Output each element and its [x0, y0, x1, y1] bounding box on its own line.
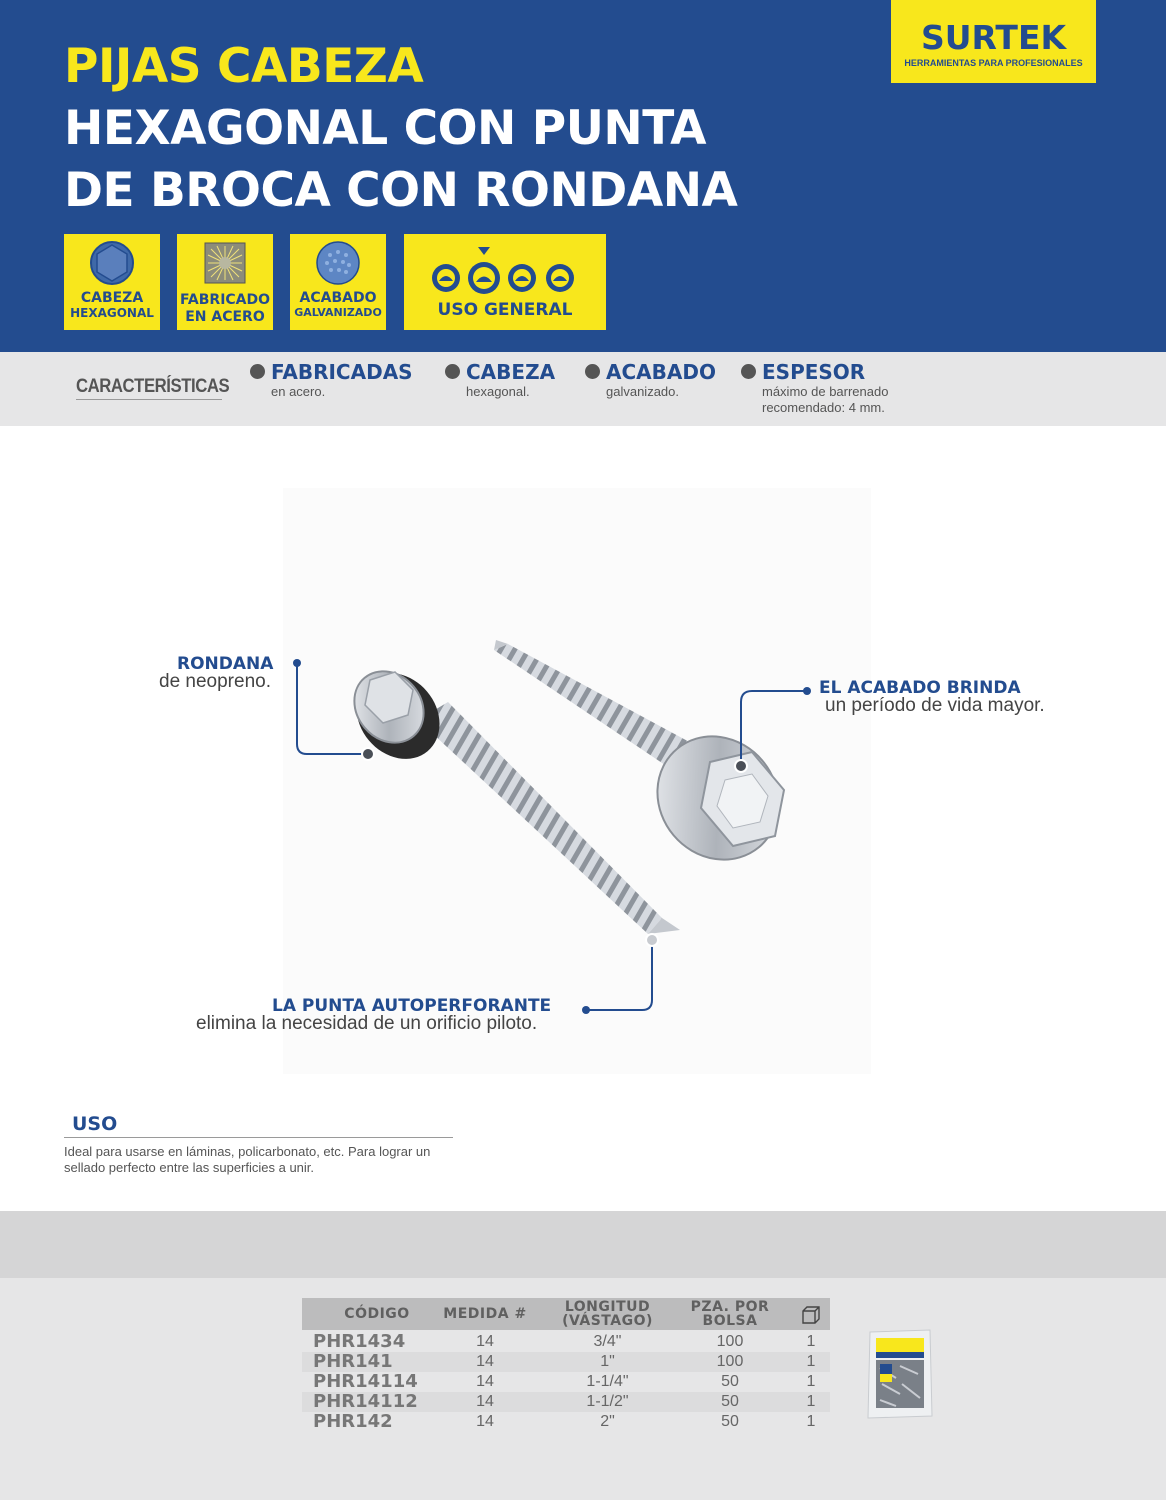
- table-row: [302, 1392, 830, 1412]
- package-image: [866, 1328, 934, 1420]
- header-longitud: LONGITUD: [564, 1299, 651, 1315]
- feature-title: ESPESOR: [762, 360, 866, 384]
- cell-pza: 50: [721, 1413, 739, 1430]
- table-row: [302, 1352, 830, 1372]
- cell-longitud: 1-1/4": [586, 1373, 629, 1390]
- feature-title: CABEZA: [466, 360, 556, 384]
- uso-desc: Ideal para usarse en láminas, policarbonato, etc. Para lograr un sellado perfecto entre las superficies a unir.: [64, 1144, 431, 1175]
- cell-longitud: 2": [600, 1413, 615, 1430]
- cell-codigo: PHR1434: [313, 1331, 406, 1352]
- badge-label-3b: GALVANIZADO: [294, 306, 382, 319]
- cell-codigo: PHR14112: [313, 1391, 418, 1412]
- title-line-2: HEXAGONAL CON PUNTA: [64, 101, 706, 156]
- cell-caja: 1: [806, 1333, 816, 1350]
- feature-title: ACABADO: [606, 360, 716, 384]
- badge-label-2: FABRICADO: [179, 292, 271, 308]
- cell-codigo: PHR142: [313, 1411, 393, 1432]
- header-medida: MEDIDA #: [443, 1306, 527, 1322]
- uso-underline: [64, 1137, 453, 1138]
- callout-punta-desc: elimina la necesidad de un orificio piloto.: [196, 1013, 538, 1034]
- feature-desc: en acero.: [271, 384, 326, 399]
- badge-label-1: CABEZA: [80, 290, 144, 306]
- table-row: [302, 1332, 830, 1352]
- cell-pza: 100: [716, 1333, 744, 1350]
- table-row: [302, 1412, 830, 1432]
- header-longitud-2: (VÁSTAGO): [562, 1313, 653, 1329]
- table-row: [302, 1372, 830, 1392]
- header-codigo: CÓDIGO: [344, 1306, 410, 1322]
- feature-desc: máximo de barrenado recomendado: 4 mm.: [762, 384, 889, 415]
- badge-label-1b: HEXAGONAL: [70, 306, 154, 320]
- characteristics-title: CARACTERÍSTICAS: [76, 376, 230, 397]
- cell-codigo: PHR141: [313, 1351, 393, 1372]
- feature-desc: hexagonal.: [466, 384, 530, 399]
- callout-acabado-desc: un período de vida mayor.: [825, 695, 1045, 716]
- logo-tagline: HERRAMIENTAS PARA PROFESIONALES: [904, 58, 1083, 68]
- cell-medida: 14: [476, 1333, 494, 1350]
- cell-pza: 100: [716, 1353, 744, 1370]
- logo-brand: SURTEK: [920, 18, 1067, 57]
- cell-pza: 50: [721, 1373, 739, 1390]
- feature-title: FABRICADAS: [271, 360, 413, 384]
- cell-medida: 14: [476, 1353, 494, 1370]
- title-line-3: DE BROCA CON RONDANA: [64, 163, 738, 218]
- callout-rondana-desc: de neopreno.: [159, 671, 271, 692]
- callout-punta-title: LA PUNTA AUTOPERFORANTE: [272, 996, 552, 1016]
- callout-rondana-title: RONDANA: [177, 654, 274, 674]
- cell-medida: 14: [476, 1373, 494, 1390]
- footer-band-dark: [0, 1211, 1166, 1278]
- header-pza-2: BOLSA: [702, 1313, 758, 1329]
- cell-caja: 1: [806, 1353, 816, 1370]
- screw-right: [494, 640, 804, 884]
- uso-title: USO: [72, 1113, 118, 1135]
- badge-label-4: USO GENERAL: [437, 300, 573, 320]
- cell-medida: 14: [476, 1413, 494, 1430]
- cell-codigo: PHR14114: [313, 1371, 418, 1392]
- cell-caja: 1: [806, 1373, 816, 1390]
- cell-longitud: 1-1/2": [586, 1393, 629, 1410]
- cell-longitud: 3/4": [593, 1333, 622, 1350]
- badge-label-3: ACABADO: [299, 290, 377, 306]
- cell-medida: 14: [476, 1393, 494, 1410]
- badge-label-2b: EN ACERO: [185, 309, 265, 325]
- header-pza: PZA. POR: [690, 1299, 770, 1315]
- table-header: [302, 1298, 830, 1330]
- screw-left: [339, 656, 680, 934]
- cell-caja: 1: [806, 1393, 816, 1410]
- cell-caja: 1: [806, 1413, 816, 1430]
- feature-desc: galvanizado.: [606, 384, 679, 399]
- cell-pza: 50: [721, 1393, 739, 1410]
- cell-longitud: 1": [600, 1353, 615, 1370]
- callout-acabado-title: EL ACABADO BRINDA: [819, 678, 1021, 698]
- box-icon: [801, 1305, 821, 1324]
- title-line-1: PIJAS CABEZA: [64, 39, 424, 94]
